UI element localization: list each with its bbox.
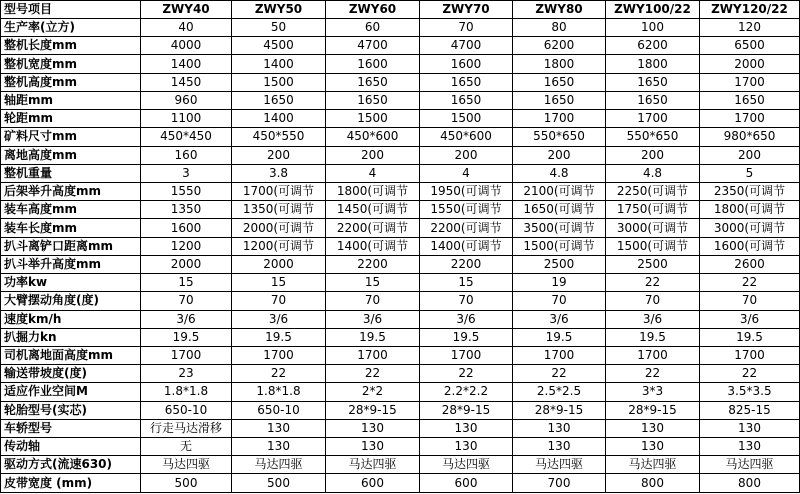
table-cell: 4	[420, 164, 513, 182]
table-cell: 15	[326, 274, 420, 292]
table-cell: 无	[141, 438, 232, 456]
row-label: 整机高度mm	[1, 73, 141, 91]
table-row	[1, 128, 800, 146]
table-cell: 160	[141, 146, 232, 164]
table-cell: 3/6	[141, 310, 232, 328]
table-cell: 马达四驱	[232, 456, 326, 474]
row-label: 整机重量	[1, 164, 141, 182]
table-cell: 1700	[232, 346, 326, 364]
row-label: 传动轴	[1, 438, 141, 456]
table-cell: 960	[141, 91, 232, 109]
row-label: 轴距mm	[1, 91, 141, 109]
table-cell: 22	[513, 365, 606, 383]
header-row	[1, 1, 800, 19]
table-cell: 130	[606, 438, 700, 456]
table-cell: 2.2*2.2	[420, 383, 513, 401]
table-cell: 1550(可调节	[420, 201, 513, 219]
table-cell: 4700	[420, 37, 513, 55]
table-cell: 200	[513, 146, 606, 164]
table-cell: 70	[420, 19, 513, 37]
table-cell: 2200	[420, 255, 513, 273]
table-cell: 1450	[141, 73, 232, 91]
table-cell: 15	[232, 274, 326, 292]
table-cell: 2500	[513, 255, 606, 273]
table-cell: 1500	[232, 73, 326, 91]
table-cell: 1700	[606, 346, 700, 364]
table-cell: 200	[232, 146, 326, 164]
table-cell: 3.8	[232, 164, 326, 182]
row-label: 后架举升高度mm	[1, 182, 141, 200]
table-cell: 70	[606, 292, 700, 310]
table-row	[1, 201, 800, 219]
table-cell: 130	[420, 419, 513, 437]
table-cell: 1700	[513, 346, 606, 364]
table-cell: 200	[606, 146, 700, 164]
table-cell: 19	[513, 274, 606, 292]
table-cell: 1400(可调节	[420, 237, 513, 255]
table-cell: 2250(可调节	[606, 182, 700, 200]
table-cell: 1.8*1.8	[141, 383, 232, 401]
row-label: 轮距mm	[1, 110, 141, 128]
table-cell: 3/6	[606, 310, 700, 328]
table-row	[1, 310, 800, 328]
row-label: 驱动方式(流速630)	[1, 456, 141, 474]
table-cell: 650-10	[232, 401, 326, 419]
table-cell: 19.5	[232, 328, 326, 346]
table-cell: 3/6	[513, 310, 606, 328]
table-cell: 130	[606, 419, 700, 437]
table-cell: 2000	[700, 55, 800, 73]
model-header: ZWY100/22	[606, 1, 700, 19]
table-cell: 1200	[141, 237, 232, 255]
table-cell: 马达四驱	[513, 456, 606, 474]
table-cell: 19.5	[420, 328, 513, 346]
table-row	[1, 365, 800, 383]
table-cell: 200	[420, 146, 513, 164]
table-cell: 行走马达滑移	[141, 419, 232, 437]
table-cell: 130	[232, 419, 326, 437]
table-cell: 1700	[420, 346, 513, 364]
row-label: 皮带宽度 (mm)	[1, 474, 141, 493]
table-cell: 1700	[700, 73, 800, 91]
table-cell: 19.5	[606, 328, 700, 346]
table-row	[1, 146, 800, 164]
table-cell: 2500	[606, 255, 700, 273]
row-label: 离地高度mm	[1, 146, 141, 164]
table-cell: 1700	[326, 346, 420, 364]
table-cell: 1700	[141, 346, 232, 364]
table-cell: 3/6	[232, 310, 326, 328]
table-cell: 70	[420, 292, 513, 310]
table-cell: 28*9-15	[420, 401, 513, 419]
table-cell: 2200(可调节	[420, 219, 513, 237]
table-row	[1, 328, 800, 346]
row-label: 装车长度mm	[1, 219, 141, 237]
table-cell: 980*650	[700, 128, 800, 146]
row-label: 轮胎型号(实芯)	[1, 401, 141, 419]
table-cell: 马达四驱	[326, 456, 420, 474]
table-cell: 450*450	[141, 128, 232, 146]
table-cell: 马达四驱	[606, 456, 700, 474]
table-row	[1, 419, 800, 437]
table-row	[1, 19, 800, 37]
table-cell: 450*550	[232, 128, 326, 146]
table-cell: 100	[606, 19, 700, 37]
table-cell: 1600	[141, 219, 232, 237]
row-label: 整机宽度mm	[1, 55, 141, 73]
table-cell: 1600(可调节	[700, 237, 800, 255]
table-cell: 19.5	[141, 328, 232, 346]
table-cell: 28*9-15	[326, 401, 420, 419]
table-cell: 70	[141, 292, 232, 310]
corner-header: 型号项目	[1, 1, 141, 19]
row-label: 司机离地面高度mm	[1, 346, 141, 364]
table-row	[1, 274, 800, 292]
table-cell: 马达四驱	[700, 456, 800, 474]
table-cell: 2350(可调节	[700, 182, 800, 200]
table-row	[1, 91, 800, 109]
table-cell: 450*600	[326, 128, 420, 146]
table-cell: 1650(可调节	[513, 201, 606, 219]
row-label: 车轿型号	[1, 419, 141, 437]
table-cell: 650-10	[141, 401, 232, 419]
table-cell: 130	[326, 438, 420, 456]
table-cell: 1200(可调节	[232, 237, 326, 255]
table-cell: 1500(可调节	[606, 237, 700, 255]
table-cell: 2200	[326, 255, 420, 273]
table-cell: 1400	[232, 55, 326, 73]
table-cell: 1650	[700, 91, 800, 109]
table-cell: 1650	[420, 73, 513, 91]
table-cell: 70	[513, 292, 606, 310]
table-row	[1, 219, 800, 237]
table-cell: 3500(可调节	[513, 219, 606, 237]
table-cell: 130	[326, 419, 420, 437]
table-row	[1, 292, 800, 310]
spec-table-body	[1, 19, 800, 493]
table-cell: 23	[141, 365, 232, 383]
table-cell: 130	[513, 419, 606, 437]
table-cell: 50	[232, 19, 326, 37]
table-cell: 40	[141, 19, 232, 37]
table-cell: 130	[232, 438, 326, 456]
table-row	[1, 474, 800, 493]
table-cell: 130	[700, 419, 800, 437]
table-cell: 800	[700, 474, 800, 493]
table-cell: 1600	[326, 55, 420, 73]
table-cell: 1650	[606, 91, 700, 109]
row-label: 适应作业空间M	[1, 383, 141, 401]
table-cell: 1400	[232, 110, 326, 128]
table-cell: 550*650	[606, 128, 700, 146]
row-label: 生产率(立方)	[1, 19, 141, 37]
table-cell: 2*2	[326, 383, 420, 401]
table-cell: 130	[420, 438, 513, 456]
table-cell: 120	[700, 19, 800, 37]
table-row	[1, 456, 800, 474]
table-cell: 15	[141, 274, 232, 292]
row-label: 扒斗举升高度mm	[1, 255, 141, 273]
table-cell: 500	[232, 474, 326, 493]
table-row	[1, 438, 800, 456]
table-row	[1, 37, 800, 55]
table-cell: 130	[513, 438, 606, 456]
table-cell: 22	[606, 274, 700, 292]
table-cell: 1800(可调节	[326, 182, 420, 200]
table-cell: 6200	[606, 37, 700, 55]
table-cell: 28*9-15	[606, 401, 700, 419]
table-cell: 19.5	[700, 328, 800, 346]
table-cell: 1650	[232, 91, 326, 109]
table-row	[1, 73, 800, 91]
table-cell: 22	[420, 365, 513, 383]
table-cell: 1650	[513, 73, 606, 91]
table-cell: 4.8	[513, 164, 606, 182]
table-row	[1, 383, 800, 401]
table-cell: 1800	[513, 55, 606, 73]
row-label: 扒掘力kn	[1, 328, 141, 346]
table-cell: 600	[326, 474, 420, 493]
row-label: 整机长度mm	[1, 37, 141, 55]
table-cell: 3/6	[326, 310, 420, 328]
table-cell: 2000(可调节	[232, 219, 326, 237]
table-cell: 1650	[606, 73, 700, 91]
row-label: 大臂摆动角度(度)	[1, 292, 141, 310]
table-cell: 3000(可调节	[700, 219, 800, 237]
table-row	[1, 401, 800, 419]
table-cell: 4500	[232, 37, 326, 55]
table-cell: 1650	[513, 91, 606, 109]
table-row	[1, 164, 800, 182]
table-cell: 200	[700, 146, 800, 164]
table-cell: 1800	[606, 55, 700, 73]
table-cell: 1650	[420, 91, 513, 109]
table-cell: 1750(可调节	[606, 201, 700, 219]
table-cell: 6500	[700, 37, 800, 55]
table-cell: 1650	[326, 91, 420, 109]
table-cell: 2000	[141, 255, 232, 273]
table-cell: 2200(可调节	[326, 219, 420, 237]
table-cell: 2100(可调节	[513, 182, 606, 200]
table-cell: 19.5	[513, 328, 606, 346]
table-cell: 1700	[700, 346, 800, 364]
table-cell: 4000	[141, 37, 232, 55]
table-cell: 19.5	[326, 328, 420, 346]
table-cell: 4700	[326, 37, 420, 55]
table-cell: 600	[420, 474, 513, 493]
table-cell: 1700	[513, 110, 606, 128]
table-cell: 4.8	[606, 164, 700, 182]
table-cell: 1950(可调节	[420, 182, 513, 200]
model-header: ZWY40	[141, 1, 232, 19]
table-cell: 22	[232, 365, 326, 383]
row-label: 装车高度mm	[1, 201, 141, 219]
table-cell: 130	[700, 438, 800, 456]
table-cell: 5	[700, 164, 800, 182]
table-cell: 1400(可调节	[326, 237, 420, 255]
model-header: ZWY60	[326, 1, 420, 19]
table-cell: 1500	[420, 110, 513, 128]
table-cell: 22	[700, 365, 800, 383]
table-cell: 1350(可调节	[232, 201, 326, 219]
table-row	[1, 346, 800, 364]
table-cell: 22	[606, 365, 700, 383]
table-cell: 1550	[141, 182, 232, 200]
table-cell: 22	[700, 274, 800, 292]
table-row	[1, 55, 800, 73]
model-header: ZWY80	[513, 1, 606, 19]
row-label: 速度km/h	[1, 310, 141, 328]
table-cell: 3	[141, 164, 232, 182]
table-cell: 1700	[606, 110, 700, 128]
table-cell: 80	[513, 19, 606, 37]
model-header: ZWY120/22	[700, 1, 800, 19]
table-cell: 1800(可调节	[700, 201, 800, 219]
table-cell: 70	[232, 292, 326, 310]
table-cell: 200	[326, 146, 420, 164]
table-row	[1, 110, 800, 128]
table-cell: 60	[326, 19, 420, 37]
table-row	[1, 237, 800, 255]
model-header: ZWY50	[232, 1, 326, 19]
table-cell: 550*650	[513, 128, 606, 146]
table-cell: 1400	[141, 55, 232, 73]
row-label: 功率kw	[1, 274, 141, 292]
table-cell: 1650	[326, 73, 420, 91]
model-header: ZWY70	[420, 1, 513, 19]
table-cell: 3/6	[700, 310, 800, 328]
table-cell: 1600	[420, 55, 513, 73]
table-cell: 1500	[326, 110, 420, 128]
table-cell: 4	[326, 164, 420, 182]
table-cell: 2.5*2.5	[513, 383, 606, 401]
table-cell: 2000	[232, 255, 326, 273]
table-cell: 825-15	[700, 401, 800, 419]
table-cell: 1100	[141, 110, 232, 128]
row-label: 输送带坡度(度)	[1, 365, 141, 383]
table-cell: 1.8*1.8	[232, 383, 326, 401]
table-cell: 2600	[700, 255, 800, 273]
table-cell: 1500(可调节	[513, 237, 606, 255]
table-cell: 450*600	[420, 128, 513, 146]
table-cell: 15	[420, 274, 513, 292]
table-cell: 1700	[700, 110, 800, 128]
table-cell: 1350	[141, 201, 232, 219]
table-cell: 马达四驱	[141, 456, 232, 474]
table-cell: 1700(可调节	[232, 182, 326, 200]
table-row	[1, 255, 800, 273]
table-cell: 6200	[513, 37, 606, 55]
table-cell: 800	[606, 474, 700, 493]
table-cell: 28*9-15	[513, 401, 606, 419]
table-cell: 1450(可调节	[326, 201, 420, 219]
row-label: 矿料尺寸mm	[1, 128, 141, 146]
table-cell: 3000(可调节	[606, 219, 700, 237]
table-cell: 700	[513, 474, 606, 493]
table-cell: 3/6	[420, 310, 513, 328]
table-cell: 70	[326, 292, 420, 310]
table-cell: 22	[326, 365, 420, 383]
row-label: 扒斗离铲口距离mm	[1, 237, 141, 255]
table-cell: 70	[700, 292, 800, 310]
table-cell: 3.5*3.5	[700, 383, 800, 401]
table-cell: 马达四驱	[420, 456, 513, 474]
table-cell: 500	[141, 474, 232, 493]
table-row	[1, 182, 800, 200]
table-cell: 3*3	[606, 383, 700, 401]
